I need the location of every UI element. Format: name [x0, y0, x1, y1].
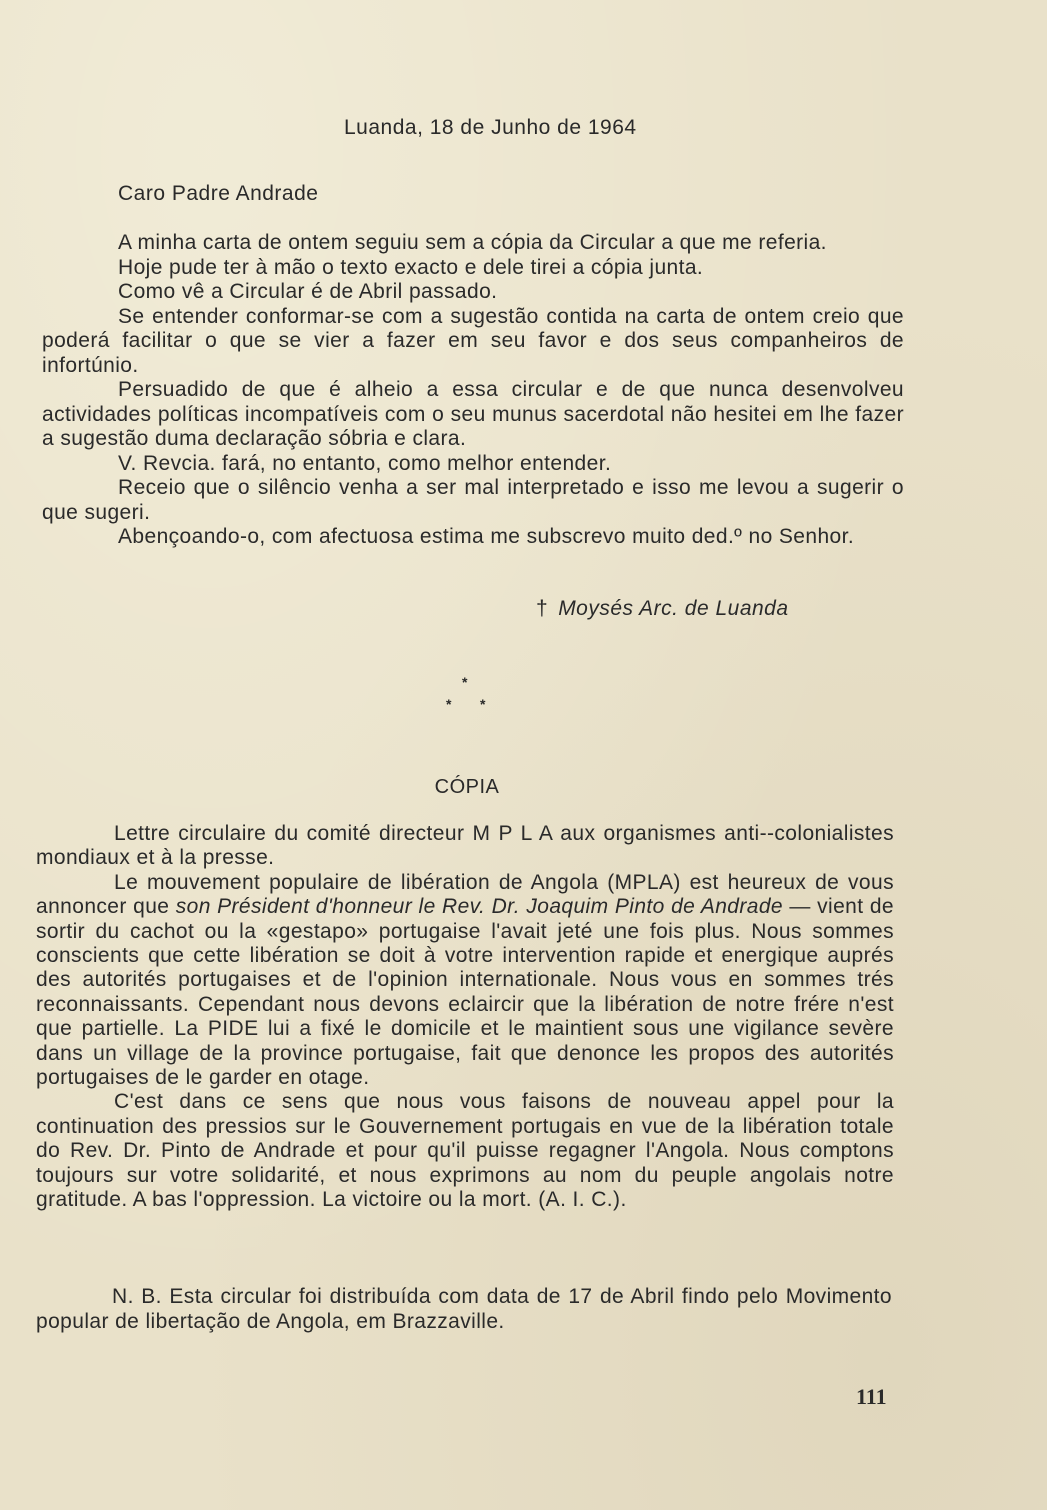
signature-name: Moysés Arc. de Luanda — [558, 597, 789, 620]
asterisk-icon: * — [446, 696, 452, 712]
section-separator — [440, 674, 500, 714]
circular-paragraph: Lettre circulaire du comité directeur M P L A aux organismes anti--colonialistes mondiaux et à la presse. — [36, 822, 894, 870]
letter-signature — [536, 597, 789, 621]
circular-emphasis: son Président d'honneur le Rev. Dr. Joaquim Pinto de Andrade — [175, 895, 784, 919]
letter-paragraph: Se entender conformar-se com a sugestão contida na carta de ontem creio que poderá facilitar o que se vier a fazer em seu favor e dos seus companheiros de infortúnio. — [42, 304, 904, 377]
cross-icon: † — [536, 597, 549, 620]
letter-body — [42, 231, 904, 550]
letter-paragraph: Abençoando-o, com afectuosa estima me subscrevo muito ded.º no Senhor. — [118, 525, 855, 548]
letter-paragraph: Como vê a Circular é de Abril passado. — [118, 280, 498, 303]
letter-paragraph: Persuadido de que é alheio a essa circular e de que nunca desenvolveu actividades políticas incompatíveis com o seu munus sacerdotal não hesitei em lhe fazer a sugestão duma declaração sóbria e clara. — [42, 378, 904, 450]
circular-text: — vient de sortir du cachot ou la «gestapo» portugaise l'avait jeté une fois plus. Nous sommes conscients que cette libération se doit à votre intervention rapide et energique auprés des autorités portugaises et de l'opinion internationale. Nous vous en sommes trés reconnaissants. Cependant nous devons eclaircir que la libération de notre frére n'est que partielle. La PIDE lui a fixé le domicile et le maintient sous une vigilance sevère dans un village de la province portugaise, fait que denonce les propos des autorités portugaises de le garder en otage. — [36, 895, 894, 1090]
asterisk-icon: * — [462, 674, 468, 690]
letter-paragraph: V. Revcia. fará, no entanto, como melhor entender. — [118, 451, 612, 475]
letter-salutation: Caro Padre Andrade — [118, 182, 319, 205]
letter-paragraph: A minha carta de ontem seguiu sem a cópia da Circular a que me referia. — [118, 231, 827, 254]
note-block — [36, 1285, 892, 1334]
circular-body — [36, 822, 894, 1213]
copy-heading: CÓPIA — [434, 776, 500, 798]
circular-paragraph — [36, 871, 894, 1091]
circular-paragraph: C'est dans ce sens que nous vous faisons de nouveau appel pour la continuation des pressios sur le Gouvernement portugais en vue de la libération totale do Rev. Dr. Pinto de Andrade et pour qu'il puisse regagner l'Angola. Nous comptons toujours sur votre solidarité, et nous exprimons au nom du peuple angolais notre gratitude. A bas l'oppression. La victoire ou la mort. (A. I. C.). — [36, 1090, 894, 1212]
page-number: 111 — [856, 1384, 887, 1409]
letter-paragraph: Receio que o silêncio venha a ser mal interpretado e isso me levou a sugerir o que sugeri. — [42, 476, 904, 524]
circular-text: Le mouvement populaire de libération de Angola (MPLA) est heureux de vous annoncer que — [36, 870, 894, 919]
letter-paragraph: Hoje pude ter à mão o texto exacto e dele tirei a cópia junta. — [118, 255, 704, 279]
asterisk-icon: * — [480, 696, 486, 712]
note-paragraph: N. B. Esta circular foi distribuída com data de 17 de Abril findo pelo Movimento popular de libertação de Angola, em Brazzaville. — [36, 1285, 892, 1333]
letter-dateline: Luanda, 18 de Junho de 1964 — [344, 116, 637, 139]
